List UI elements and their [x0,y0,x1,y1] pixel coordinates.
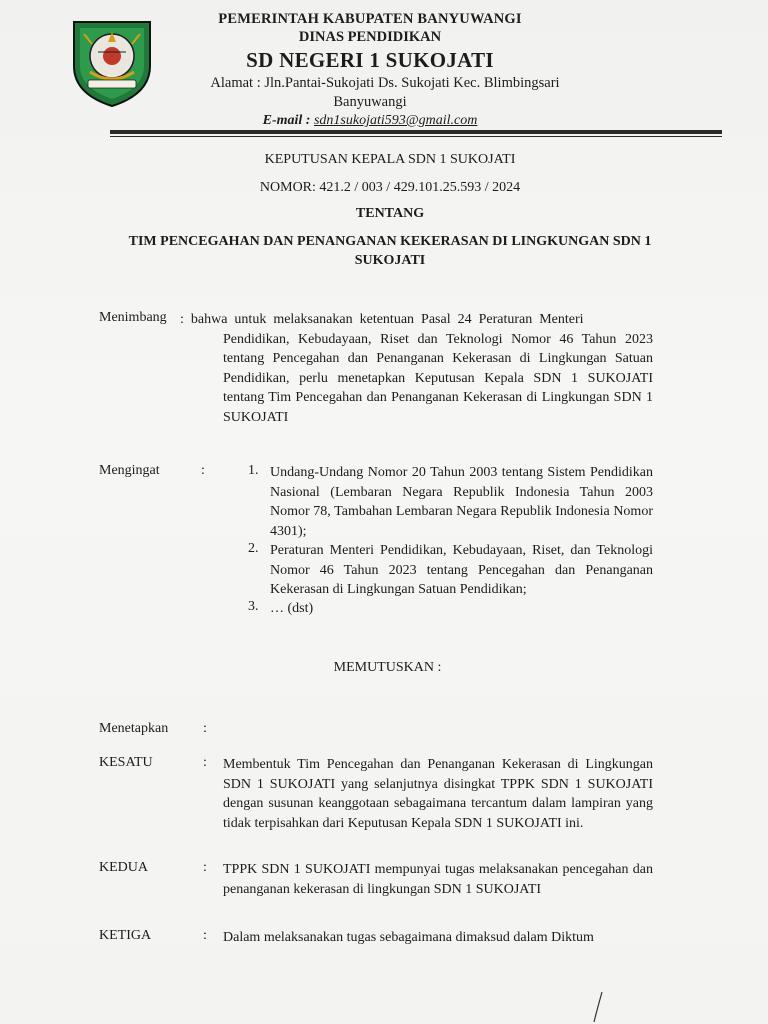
list-item-number: 2. [248,541,259,556]
government-name: PEMERINTAH KABUPATEN BANYUWANGI [218,11,522,27]
school-address: Alamat : Jln.Pantai-Sukojati Ds. Sukojati Kec. Blimbingsari [210,75,560,91]
kedua-label: KEDUA [99,860,148,875]
menimbang-label: Menimbang [99,310,167,325]
ketiga-text: Dalam melaksanakan tugas sebagaimana dimaksud dalam Diktum [223,930,594,945]
menetapkan-label: Menetapkan [99,721,169,736]
letterhead [160,10,580,130]
ketiga-label: KETIGA [99,928,152,943]
list-item: … (dst) [270,601,314,616]
pen-stroke-mark [590,990,604,1024]
decree-subject: TIM PENCEGAHAN DAN PENANGANAN KEKERASAN DI LINGKUNGAN SDN 1 SUKOJATI [128,234,652,268]
kesatu-colon: : [203,755,207,770]
email-label: E-mail : [262,113,314,128]
decree-number: NOMOR: 421.2 / 003 / 429.101.25.593 / 2024 [259,180,521,195]
decree-about-heading: TENTANG [355,206,425,221]
list-item-number: 1. [248,463,259,478]
kesatu-label: KESATU [99,755,153,770]
department-name: DINAS PENDIDIKAN [298,29,442,45]
banyuwangi-regency-logo [64,14,160,110]
menimbang-text: Pendidikan, Kebudayaan, Riset dan Teknologi Nomor 46 Tahun 2023 tentang Pencegahan dan Penanganan Kekerasan di Lingkungan Satuan Pendidikan, perlu menetapkan Keputusan Kepala SDN 1 SUKOJATI tentang Tim Pencegahan dan Penanganan Kekerasan di Lingkungan SDN 1 SUKOJATI [223,331,653,425]
list-item: Peraturan Menteri Pendidikan, Kebudayaan, Riset, dan Teknologi Nomor 46 Tahun 2023 tentang Pencegahan dan Penanganan Kekerasan di Lingkungan Satuan Pendidikan; [270,543,653,597]
school-name: SD NEGERI 1 SUKOJATI [246,48,494,72]
letterhead-divider-thick [110,130,722,134]
menetapkan-colon: : [203,721,207,736]
menimbang-first-line: : bahwa untuk melaksanakan ketentuan Pasal 24 Peraturan Menteri [180,312,584,327]
kedua-colon: : [203,860,207,875]
school-city: Banyuwangi [333,94,407,110]
kedua-text: TPPK SDN 1 SUKOJATI mempunyai tugas melaksanakan pencegahan dan penanganan kekerasan di lingkungan SDN 1 SUKOJATI [223,862,653,897]
letterhead-divider-thin [110,136,722,137]
email-line [160,112,580,130]
ketiga-colon: : [203,928,207,943]
kesatu-text: Membentuk Tim Pencegahan dan Penanganan Kekerasan di Lingkungan SDN 1 SUKOJATI yang selanjutnya disingkat TPPK SDN 1 SUKOJATI dengan susunan keanggotaan sebagaimana tercantum dalam lampiran yang tidak terpisahkan dari Keputusan Kepala SDN 1 SUKOJATI ini. [223,757,653,831]
mengingat-label: Mengingat [99,463,160,478]
memutuskan-heading: MEMUTUSKAN : [333,660,442,675]
mengingat-colon: : [201,463,205,478]
decree-title: KEPUTUSAN KEPALA SDN 1 SUKOJATI [264,152,516,167]
list-item-number: 3. [248,599,259,614]
list-item: Undang-Undang Nomor 20 Tahun 2003 tentang Sistem Pendidikan Nasional (Lembaran Negara Republik Indonesia Tahun 2003 Nomor 78, Tambahan Lembaran Negara Republik Indonesia Nomor 4301); [270,465,653,539]
email-link[interactable]: sdn1sukojati593@gmail.com [313,113,478,128]
